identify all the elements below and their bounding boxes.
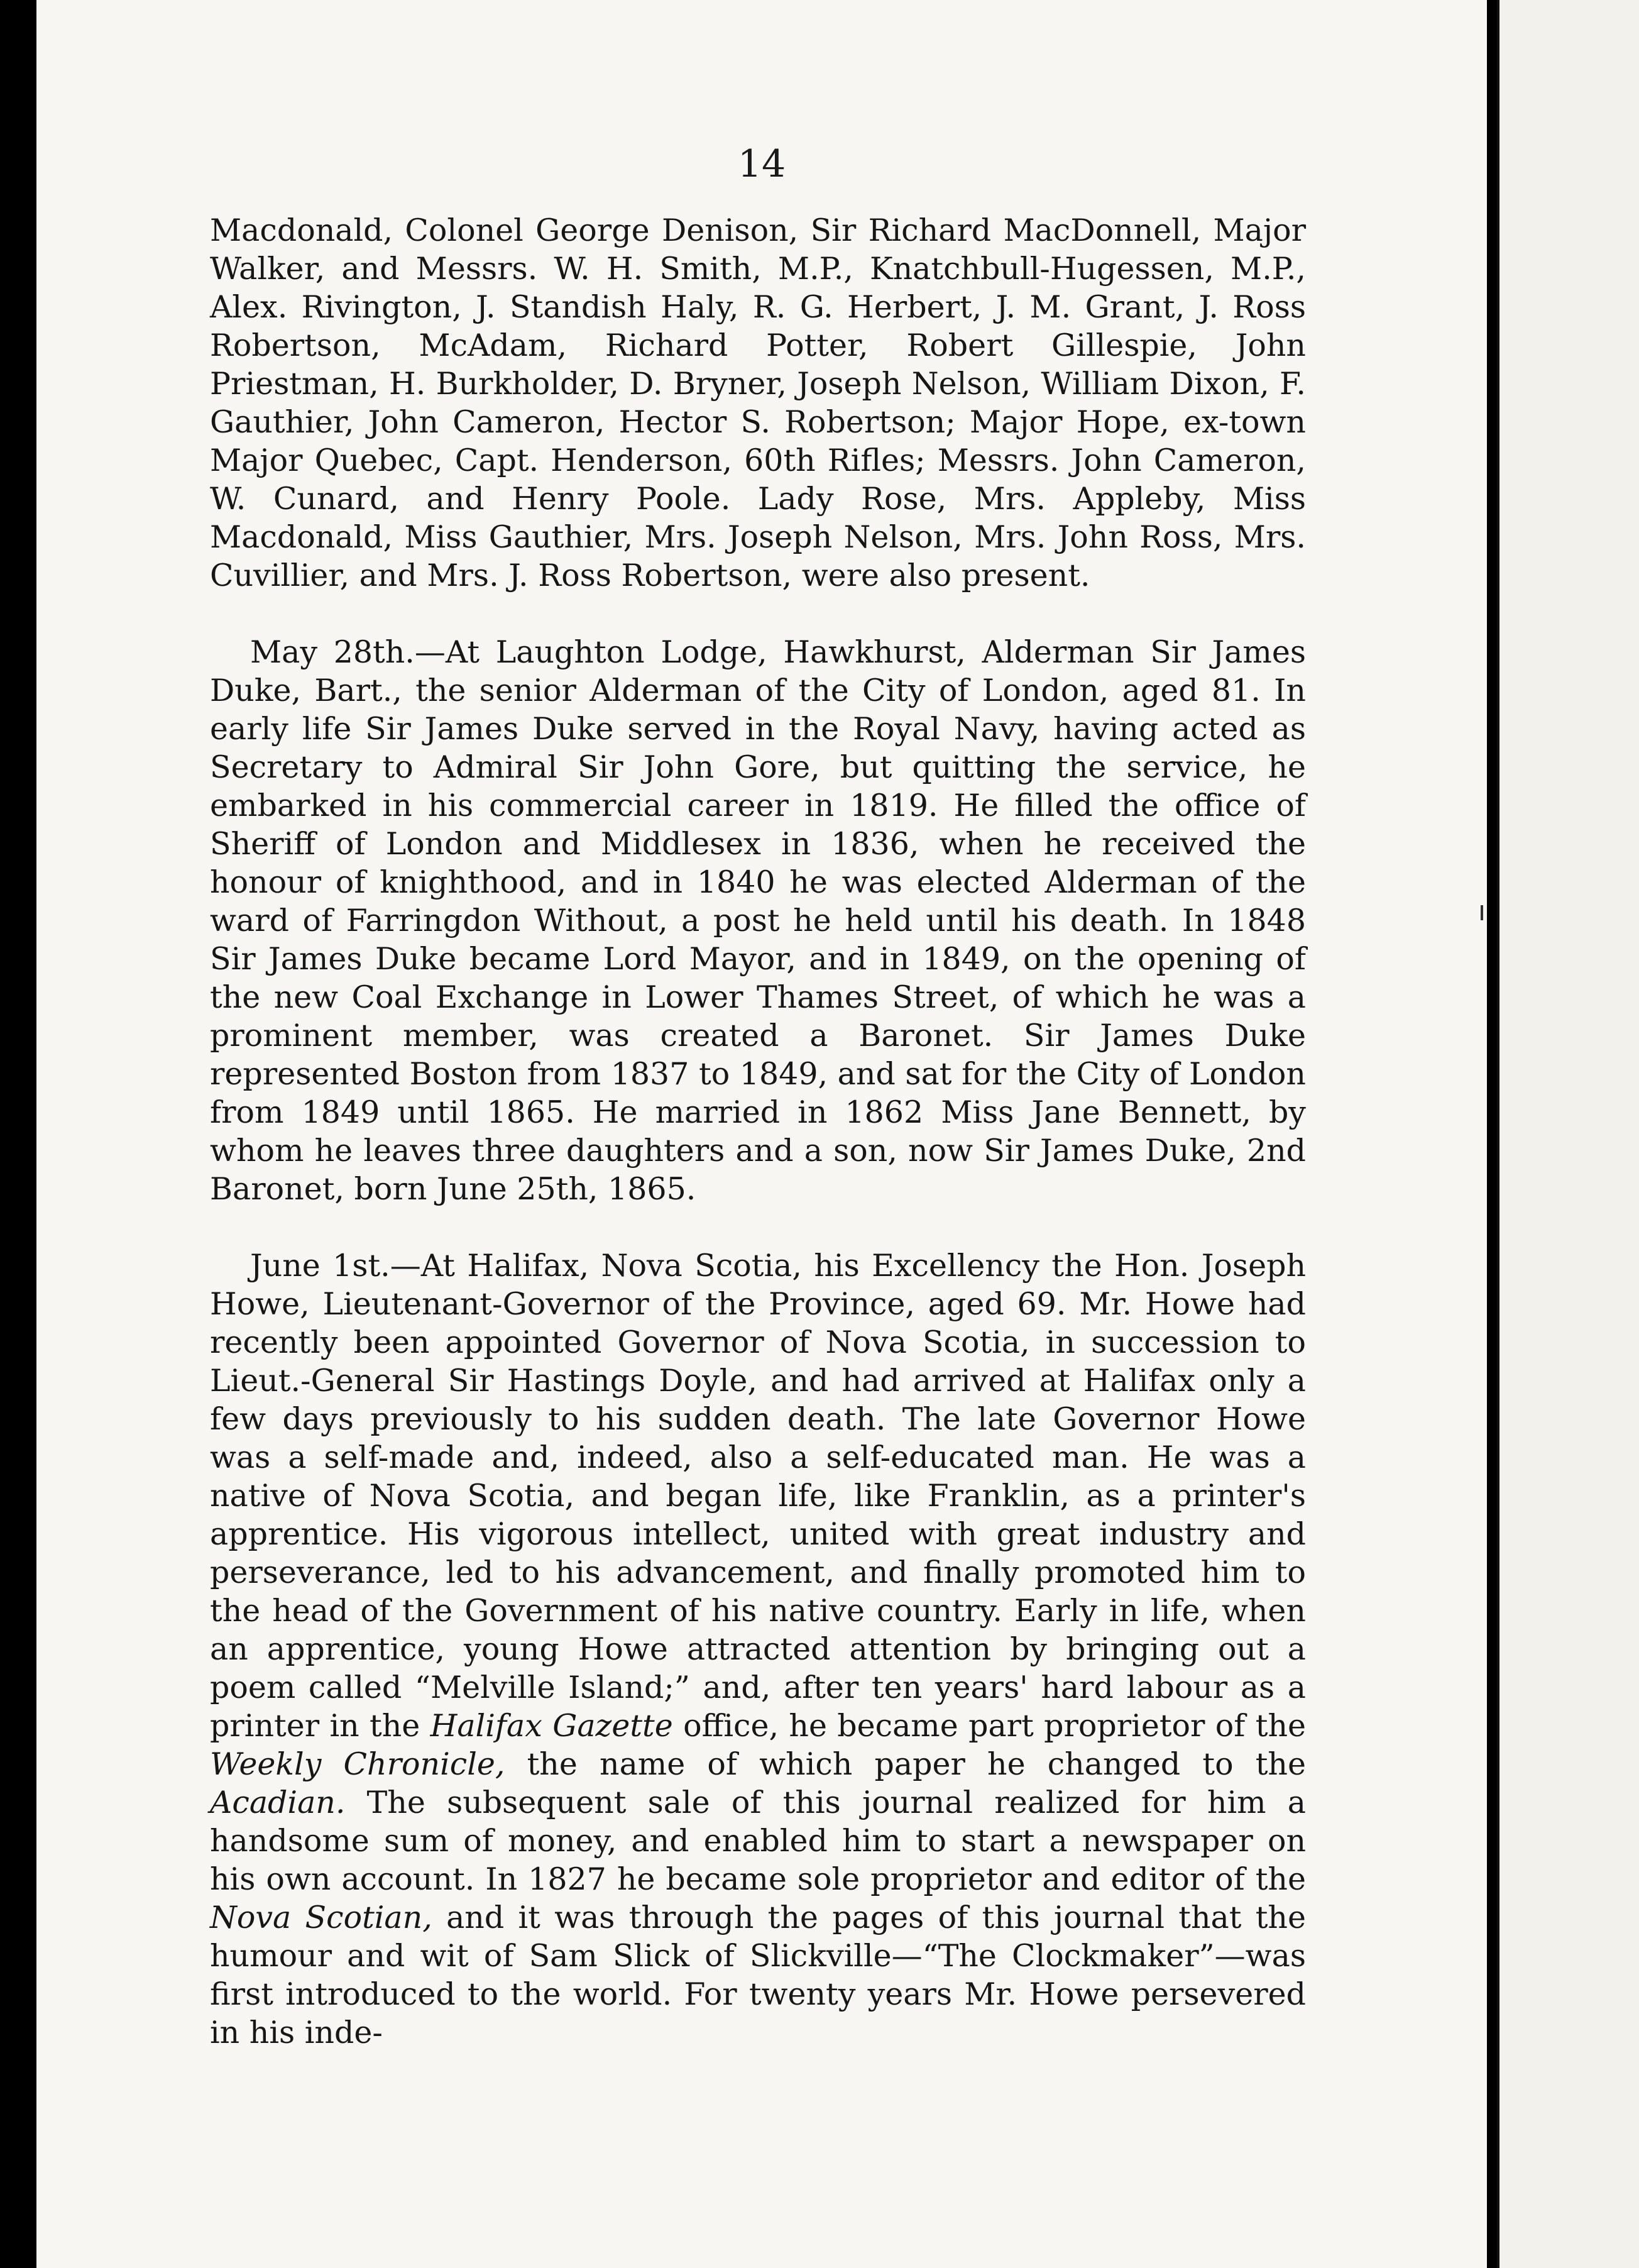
paragraph-james-duke: May 28th.—At Laughton Lodge, Hawkhurst, Alderman Sir James Duke, Bart., the senior Alderman of the City of London, aged 81. In early life Sir James Duke served in the Royal Navy, having acted as Secretary to Admiral Sir John Gore, but quitting the service, he embarked in his commercial career in 1819. He filled the office of Sheriff of London and Middlesex in 1836, when he received the honour of knighthood, and in 1840 he was elected Alderman of the ward of Farringdon Without, a post he held until his death. In 1848 Sir James Duke became Lord Mayor, and in 1849, on the opening of the new Coal Exchange in Lower Thames Street, of which he was a prominent member, was created a Baronet. Sir James Duke represented Boston from 1837 to 1849, and sat for the City of London from 1849 until 1865. He married in 1862 Miss Jane Bennett, by whom he leaves three daughters and a son, now Sir James Duke, 2nd Baronet, born June 25th, 1865. <box>210 634 1306 1207</box>
page-number: 14 <box>737 142 786 186</box>
paragraph-attendees: Macdonald, Colonel George Denison, Sir Richard MacDonnell, Major Walker, and Messrs. W. H. Smith, M.P., Knatchbull-Hugessen, M.P., Alex. Rivington, J. Standish Haly, R. G. Herbert, J. M. Grant, J. Ross Robertson, McAdam, Richard Potter, Robert Gillespie, John Priestman, H. Burkholder, D. Bryner, Joseph Nelson, William Dixon, F. Gauthier, John Cameron, Hector S. Robertson; Major Hope, ex-town Major Quebec, Capt. Henderson, 60th Rifles; Messrs. John Cameron, W. Cunard, and Henry Poole. Lady Rose, Mrs. Appleby, Miss Macdonald, Miss Gauthier, Mrs. Joseph Nelson, Mrs. John Ross, Mrs. Cuvillier, and Mrs. J. Ross Robertson, were also present. <box>210 212 1306 593</box>
book-page <box>36 0 1487 2268</box>
text-run: June 1st.—At Halifax, Nova Scotia, his Excellency the Hon. Joseph Howe, Lieutenant-Governor of the Province, aged 69. Mr. Howe had recently been appointed Governor of Nova Scotia, in succession to Lieut.-General Sir Hastings Doyle, and had arrived at Halifax only a few days previously to his sudden death. The late Governor Howe was a self-made and, indeed, also a self-educated man. He was a native of Nova Scotia, and began life, like Franklin, as a printer's apprentice. His vigorous intellect, united with great industry and perseverance, led to his advancement, and finally promoted him to the head of the Government of his native country. Early in life, when an apprentice, young Howe attracted attention by bringing out a poem called “Melville Island;” and, after ten years' hard labour as a printer in the <box>210 1248 1306 1744</box>
page-text <box>210 211 1306 2052</box>
italic-title-weekly-chronicle: Weekly Chronicle, <box>210 1746 505 1782</box>
italic-title-acadian: Acadian. <box>210 1785 346 1820</box>
text-run: office, he became part proprietor of the <box>672 1708 1307 1744</box>
italic-title-halifax-gazette: Halifax Gazette <box>430 1708 673 1744</box>
italic-title-nova-scotian: Nova Scotian, <box>210 1900 432 1935</box>
paragraph-joseph-howe <box>210 1247 1306 2052</box>
margin-mark <box>1481 905 1483 920</box>
adjacent-page-edge <box>1497 0 1639 2268</box>
text-run: and it was through the pages of this journal that the humour and wit of Sam Slick of Slickville—“The Clockmaker”—was first introduced to the world. For twenty years Mr. Howe persevered in his inde- <box>210 1900 1306 2051</box>
text-run: The subsequent sale of this journal realized for him a handsome sum of money, and enabled him to start a newspaper on his own account. In 1827 he became sole proprietor and editor of the <box>210 1785 1306 1897</box>
text-run: the name of which paper he changed to the <box>505 1746 1306 1782</box>
